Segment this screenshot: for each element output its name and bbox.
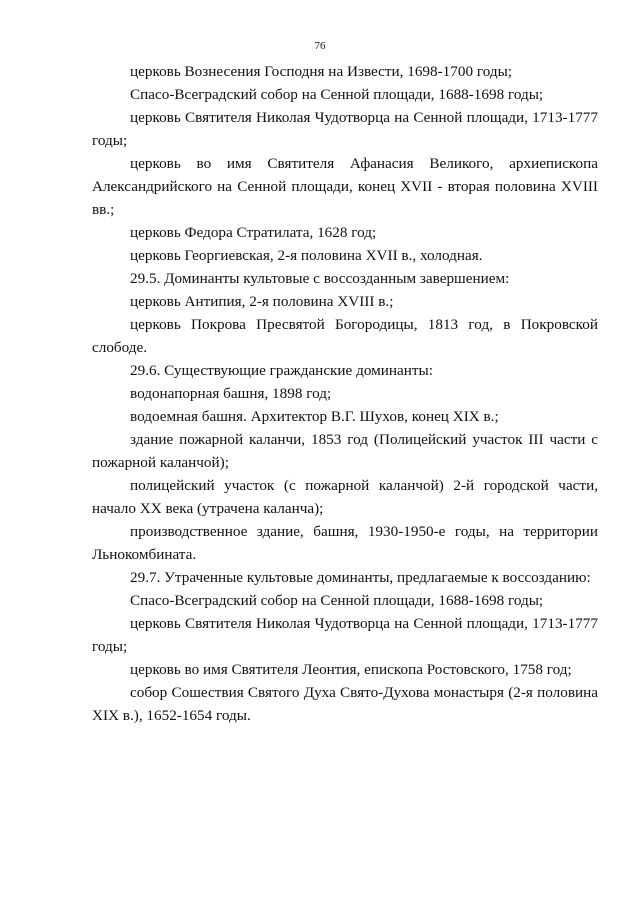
paragraph: церковь Антипия, 2-я половина XVIII в.; bbox=[130, 293, 394, 310]
paragraph: церковь Покрова Пресвятой Богородицы, 1813 год, в Покровской слободе. bbox=[92, 316, 598, 356]
section-heading: 29.7. Утраченные культовые доминанты, предлагаемые к воссозданию: bbox=[130, 569, 591, 586]
document-body bbox=[92, 60, 598, 727]
paragraph: полицейский участок (с пожарной каланчой) 2-й городской части, начало XX века (утрачена каланча); bbox=[92, 477, 598, 517]
paragraph: церковь во имя Святителя Леонтия, епископа Ростовского, 1758 год; bbox=[130, 661, 572, 678]
section-heading: 29.5. Доминанты культовые с воссозданным завершением: bbox=[130, 270, 510, 287]
paragraph: церковь Святителя Николая Чудотворца на Сенной площади, 1713-1777 годы; bbox=[92, 615, 598, 655]
paragraph: Спасо-Всеградский собор на Сенной площади, 1688-1698 годы; bbox=[130, 592, 544, 609]
paragraph: здание пожарной каланчи, 1853 год (Полицейский участок III части с пожарной каланчой); bbox=[92, 431, 598, 471]
paragraph: церковь Святителя Николая Чудотворца на Сенной площади, 1713-1777 годы; bbox=[92, 109, 598, 149]
paragraph: водоемная башня. Архитектор В.Г. Шухов, конец XIX в.; bbox=[130, 408, 499, 425]
section-heading: 29.6. Существующие гражданские доминанты: bbox=[130, 362, 433, 379]
paragraph: церковь Вознесения Господня на Извести, 1698-1700 годы; bbox=[130, 63, 513, 80]
paragraph: церковь Федора Стратилата, 1628 год; bbox=[130, 224, 377, 241]
paragraph: Спасо-Всеградский собор на Сенной площади, 1688-1698 годы; bbox=[130, 86, 544, 103]
paragraph: церковь Георгиевская, 2-я половина XVII в., холодная. bbox=[130, 247, 483, 264]
paragraph: собор Сошествия Святого Духа Свято-Духова монастыря (2-я половина XIX в.), 1652-1654 годы. bbox=[92, 684, 598, 724]
paragraph: водонапорная башня, 1898 год; bbox=[130, 385, 332, 402]
page-number: 76 bbox=[314, 40, 326, 52]
paragraph: производственное здание, башня, 1930-1950-е годы, на территории Льнокомбината. bbox=[92, 523, 598, 563]
paragraph: церковь во имя Святителя Афанасия Великого, архиепископа Александрийского на Сенной площади, конец XVII - вторая половина XVIII вв.; bbox=[92, 155, 598, 218]
